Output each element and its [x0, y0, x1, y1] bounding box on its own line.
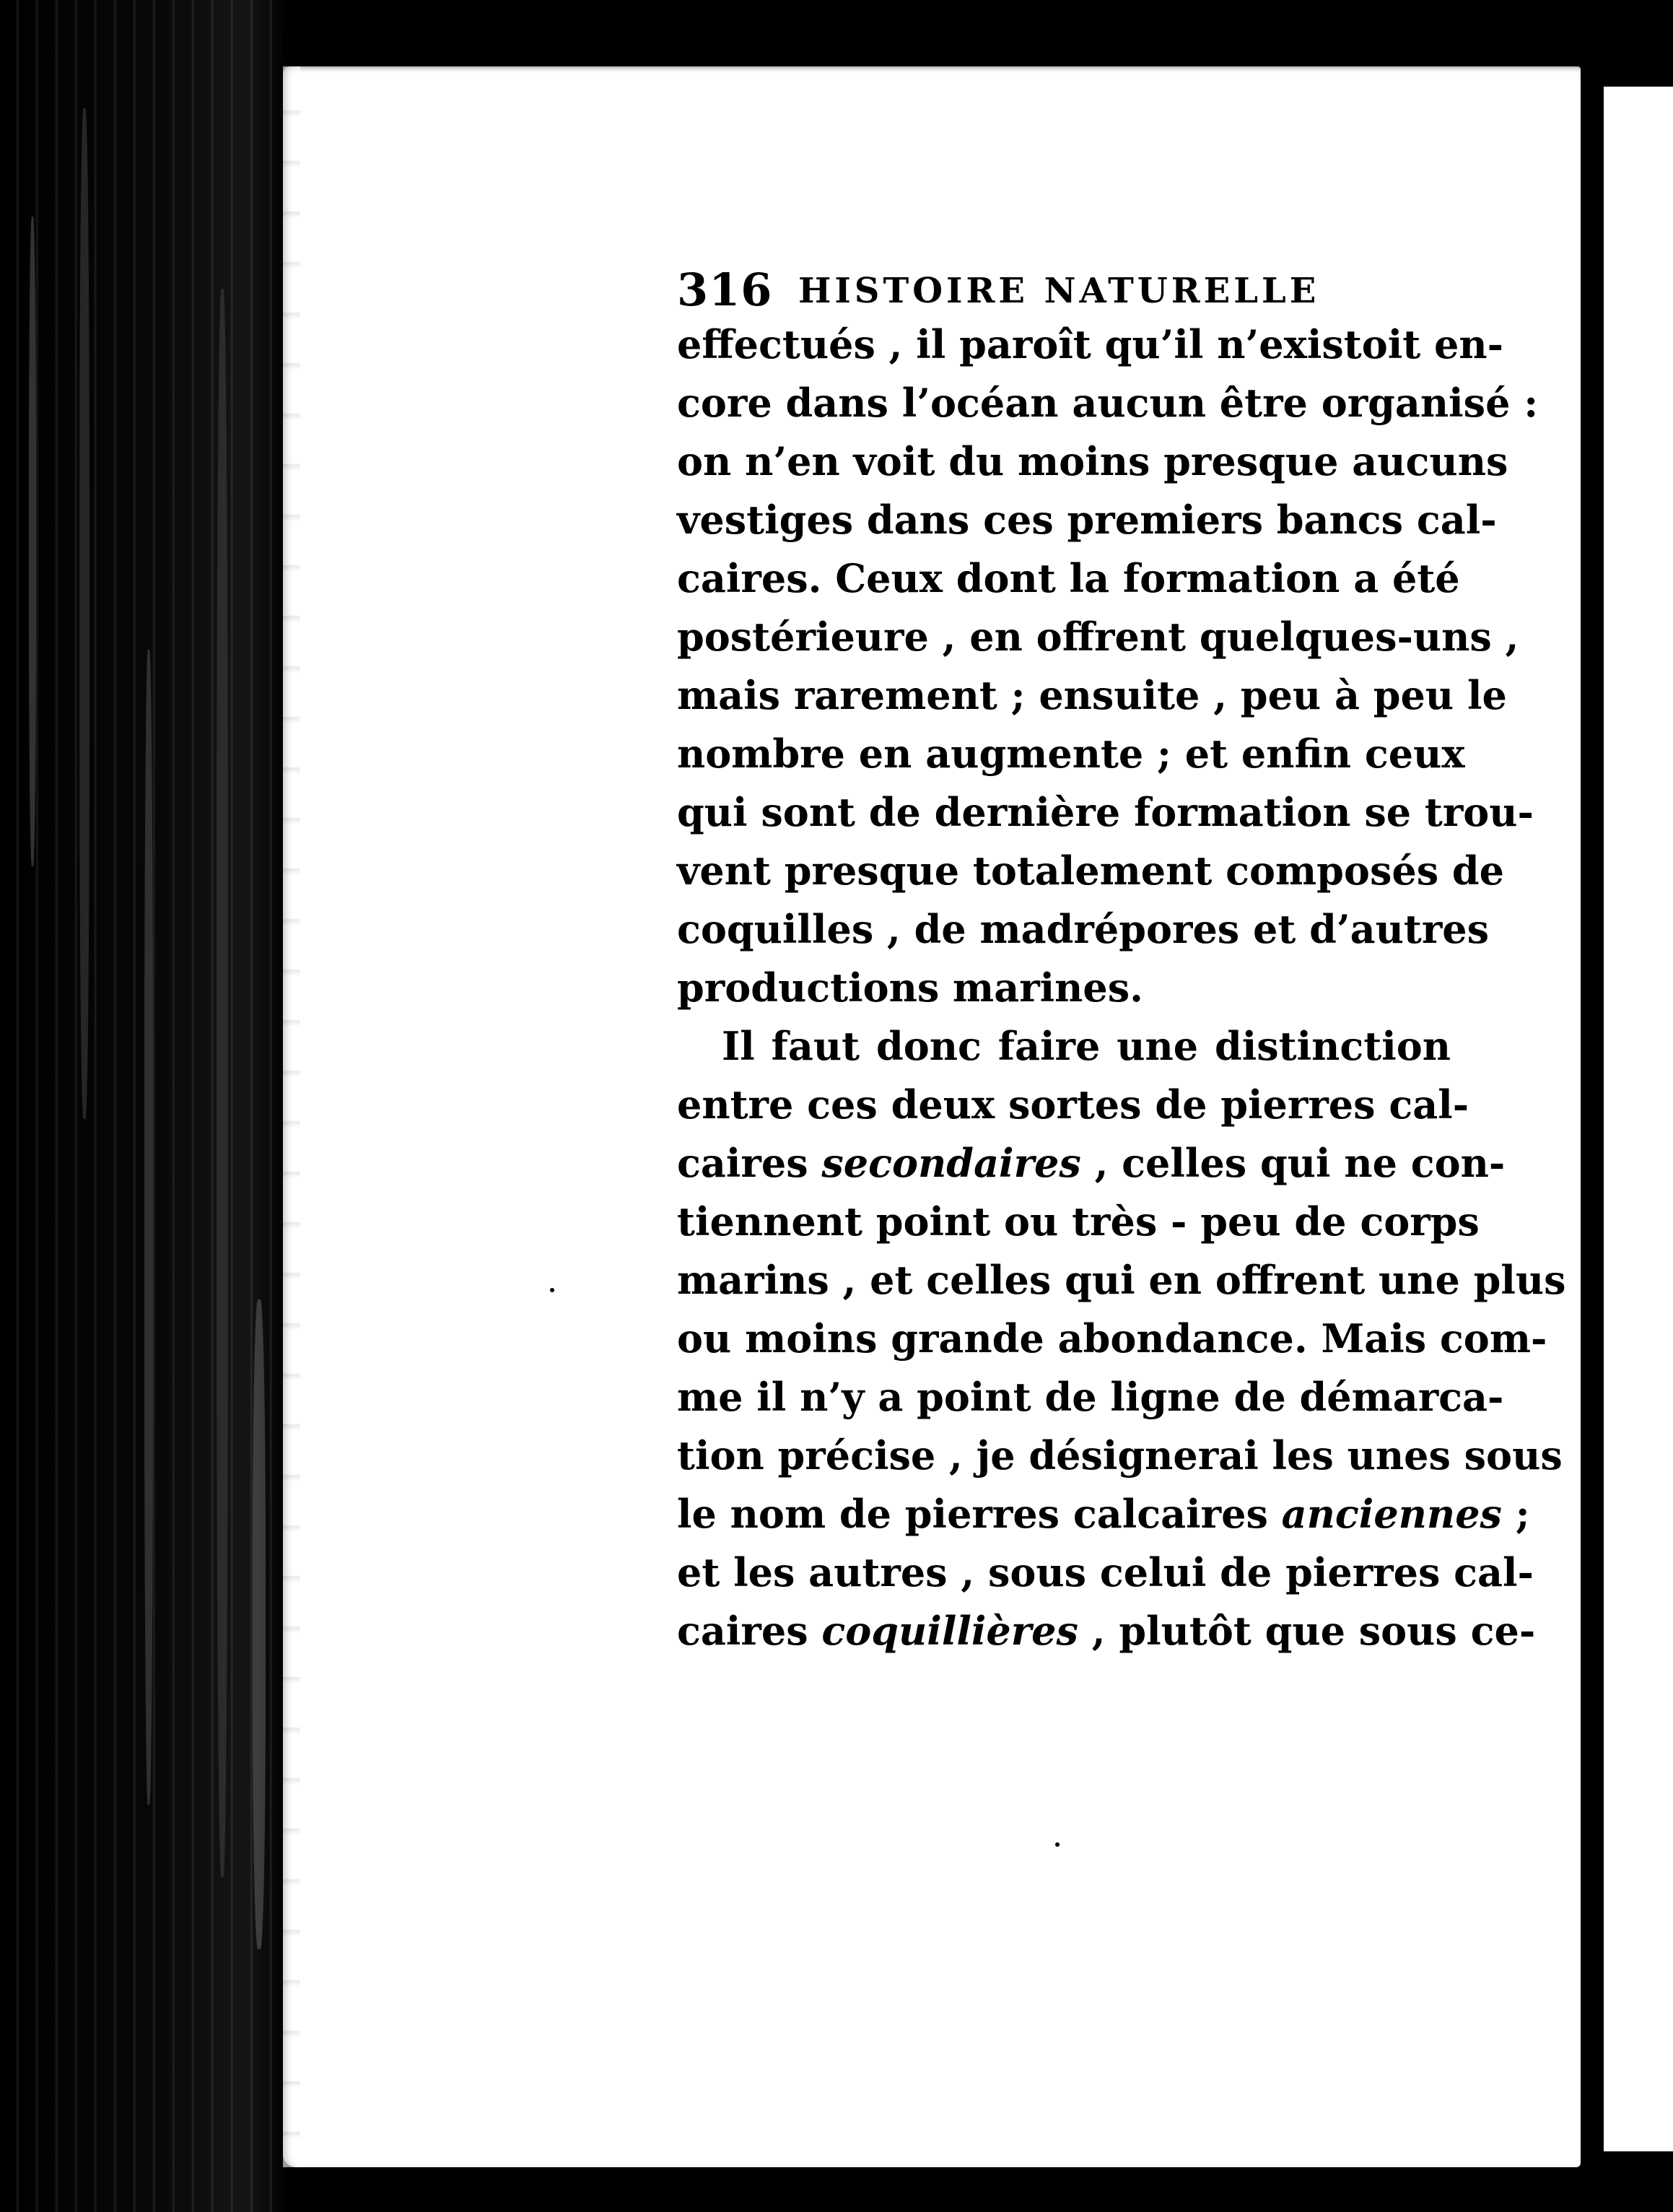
text-line: entre ces deux sortes de pierres cal-: [677, 1081, 1469, 1128]
text-line: qui sont de dernière formation se trou-: [677, 789, 1534, 835]
text-segment: caires: [677, 1140, 822, 1186]
text-line: mais rarement ; ensuite , peu à peu le: [677, 672, 1507, 718]
text-line: tiennent point ou très - peu de corps: [677, 1198, 1480, 1245]
running-title: HISTOIRE NATURELLE: [798, 271, 1320, 311]
text-segment: caires: [677, 1608, 822, 1654]
book-binding-shadow: [0, 0, 289, 2212]
text-block: [677, 249, 1566, 1660]
text-line: [677, 1485, 1530, 1543]
speck: [550, 1288, 554, 1292]
page-left-edge: [283, 66, 300, 2167]
text-line: nombre en augmente ; et enfin ceux: [677, 731, 1465, 777]
running-head: [677, 249, 1451, 315]
text-line: tion précise , je désignerai les unes sous: [677, 1432, 1563, 1479]
text-line: [677, 1602, 1536, 1660]
text-line: effectués , il paroît qu’il n’existoit en-: [677, 321, 1503, 367]
gutter-line: [1588, 79, 1595, 2137]
speck: [1055, 1842, 1060, 1847]
text-line: marins , et celles qui en offrent une plus: [677, 1257, 1566, 1303]
text-line: coquilles , de madrépores et d’autres: [677, 906, 1490, 952]
text-segment: le nom de pierres calcaires: [677, 1491, 1282, 1537]
italic-term: coquillières: [821, 1608, 1078, 1654]
text-line: productions marines.: [677, 965, 1143, 1011]
body-text: [677, 315, 1566, 1660]
text-segment: , celles qui ne con-: [1080, 1140, 1506, 1186]
text-line: me il n’y a point de ligne de démarca-: [677, 1374, 1504, 1420]
text-line: vent presque totalement composés de: [677, 848, 1505, 894]
italic-term: secondaires: [821, 1140, 1081, 1186]
text-line: core dans l’océan aucun être organisé :: [677, 380, 1539, 426]
text-line: [677, 1134, 1506, 1193]
text-line: vestiges dans ces premiers bancs cal-: [677, 497, 1497, 543]
page-number: 316: [677, 264, 773, 316]
text-line: postérieure , en offrent quelques-uns ,: [677, 614, 1519, 660]
text-segment: , plutôt que sous ce-: [1078, 1608, 1536, 1654]
text-segment: ;: [1501, 1491, 1530, 1537]
italic-term: anciennes: [1281, 1491, 1502, 1537]
facing-page-edge: [1604, 87, 1673, 2151]
text-line: ou moins grande abondance. Mais com-: [677, 1315, 1547, 1362]
text-line: on n’en voit du moins presque aucuns: [677, 438, 1508, 484]
text-line: caires. Ceux dont la formation a été: [677, 555, 1460, 601]
top-edge-shadow: [283, 29, 1673, 72]
text-line: et les autres , sous celui de pierres cal-: [677, 1549, 1534, 1595]
text-line: Il faut donc faire une distinction: [722, 1023, 1451, 1069]
